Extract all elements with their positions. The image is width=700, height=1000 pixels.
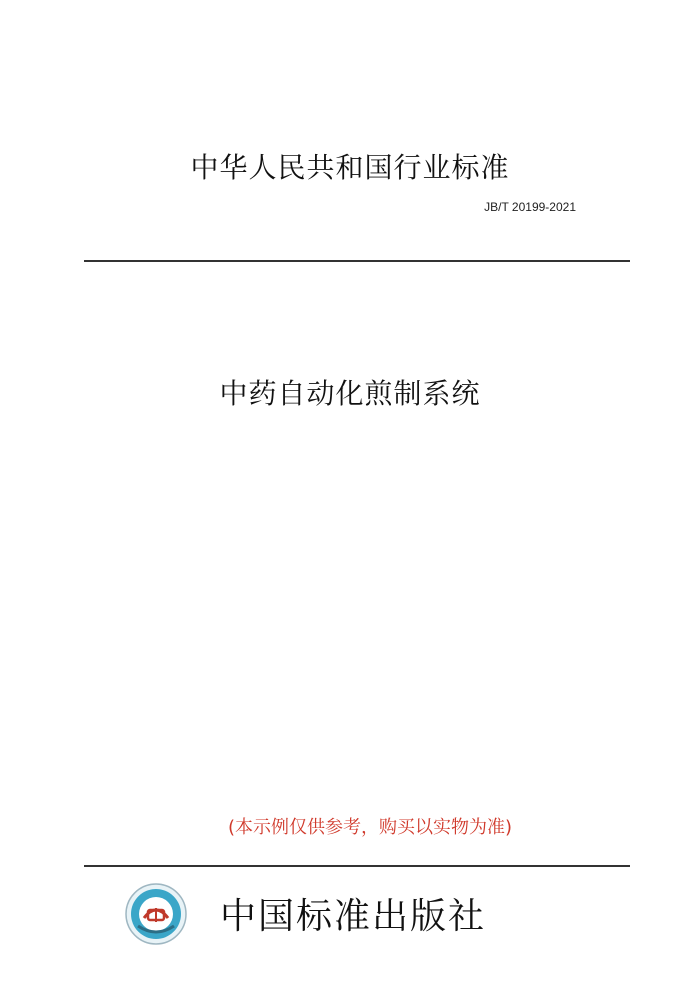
sample-disclaimer: (本示例仅供参考，购买以实物为准) [227, 817, 513, 838]
publisher-seal-icon [124, 882, 188, 946]
publisher-name: 中国标准出版社 [220, 896, 487, 937]
standard-number: JB/T 20199-2021 [484, 200, 576, 214]
bottom-divider [84, 865, 630, 867]
top-divider [84, 260, 630, 262]
standard-category-title: 中华人民共和国行业标准 [190, 151, 510, 184]
document-title: 中药自动化煎制系统 [219, 377, 481, 410]
